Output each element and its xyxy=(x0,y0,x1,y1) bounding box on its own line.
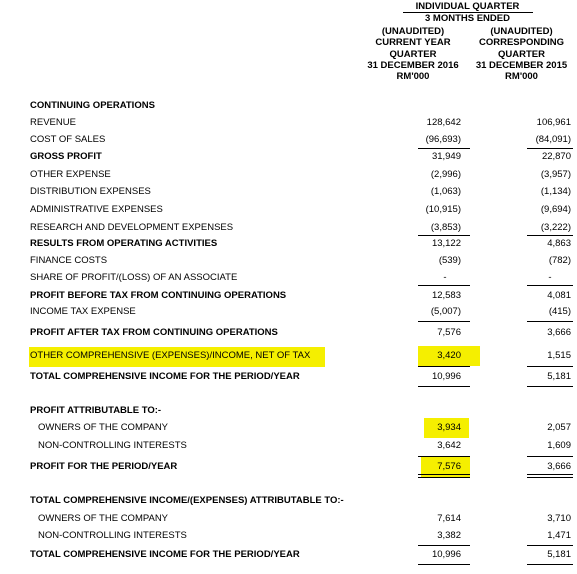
value-prior: (3,222) xyxy=(540,222,571,233)
value-prior: (782) xyxy=(548,255,571,266)
value-current: 3,382 xyxy=(437,530,461,541)
row-revenue xyxy=(0,116,577,130)
value-current: 10,996 xyxy=(431,549,461,560)
value-prior: 1,471 xyxy=(547,530,571,541)
row-label: PROFIT FOR THE PERIOD/YEAR xyxy=(30,461,178,472)
value-current: 3,642 xyxy=(437,440,461,451)
col1-line-5: RM'000 xyxy=(396,71,430,83)
value-prior: 4,863 xyxy=(547,238,571,249)
row-label: FINANCE COSTS xyxy=(30,255,108,266)
total-rule xyxy=(527,477,573,478)
value-current: 7,614 xyxy=(437,513,461,524)
value-prior: 22,870 xyxy=(541,151,571,162)
value-prior: (1,134) xyxy=(540,186,571,197)
col2-line-2: CORRESPONDING xyxy=(479,37,564,49)
row-label: CONTINUING OPERATIONS xyxy=(30,100,155,111)
row-comprehensive-attributable xyxy=(0,494,577,508)
col1-line-1: (UNAUDITED) xyxy=(381,26,445,37)
subtotal-rule xyxy=(418,148,470,149)
col1-line-3: QUARTER xyxy=(389,48,437,60)
header-subtitle: 3 MONTHS ENDED xyxy=(425,13,510,25)
row-label: TOTAL COMPREHENSIVE INCOME/(EXPENSES) ATTRIBUTABLE TO:- xyxy=(30,495,344,506)
row-label: NON-CONTROLLING INTERESTS xyxy=(38,440,187,451)
subtotal-rule xyxy=(527,366,573,367)
value-current: 10,996 xyxy=(431,371,461,382)
value-current: 7,576 xyxy=(437,461,461,472)
column-group-header xyxy=(358,1,577,25)
col1-line-4: 31 DECEMBER 2016 xyxy=(367,59,459,71)
value-current: 128,642 xyxy=(426,117,461,128)
value-current: (10,915) xyxy=(425,204,461,215)
value-prior: 1,515 xyxy=(547,350,571,361)
value-prior: 3,666 xyxy=(547,327,571,338)
value-current: 3,934 xyxy=(437,422,461,433)
row-label: TOTAL COMPREHENSIVE INCOME FOR THE PERIOD/YEAR xyxy=(30,549,300,560)
row-label: DISTRIBUTION EXPENSES xyxy=(30,186,151,197)
row-income-tax xyxy=(0,305,577,319)
subtotal-rule xyxy=(418,235,470,236)
value-prior: 106,961 xyxy=(536,117,571,128)
row-research-development xyxy=(0,221,577,235)
row-label: NON-CONTROLLING INTERESTS xyxy=(38,530,187,541)
row-label: OWNERS OF THE COMPANY xyxy=(38,513,169,524)
row-distribution-expenses xyxy=(0,185,577,199)
row-label: RESULTS FROM OPERATING ACTIVITIES xyxy=(30,238,218,249)
column-header-current xyxy=(358,26,468,82)
subtotal-rule xyxy=(527,321,573,322)
value-current: 31,949 xyxy=(431,151,461,162)
row-label: COST OF SALES xyxy=(30,134,106,145)
row-results-operating xyxy=(0,237,577,251)
row-label: PROFIT AFTER TAX FROM CONTINUING OPERATIONS xyxy=(30,327,278,338)
row-profit-after-tax xyxy=(0,326,577,340)
value-prior: 3,666 xyxy=(547,461,571,472)
value-current: (2,996) xyxy=(430,169,461,180)
subtotal-rule xyxy=(418,456,470,457)
row-continuing-operations xyxy=(0,99,577,113)
row-finance-costs xyxy=(0,254,577,268)
row-label: TOTAL COMPREHENSIVE INCOME FOR THE PERIOD/YEAR xyxy=(30,371,300,382)
subtotal-rule xyxy=(418,285,470,286)
value-prior: 5,181 xyxy=(547,371,571,382)
row-label: OWNERS OF THE COMPANY xyxy=(38,422,169,433)
value-current: (96,693) xyxy=(425,134,461,145)
value-current: 13,122 xyxy=(431,238,461,249)
value-current: 12,583 xyxy=(431,290,461,301)
value-current: 3,420 xyxy=(437,350,461,361)
row-owners-of-company xyxy=(0,421,577,435)
subtotal-rule xyxy=(527,148,573,149)
total-rule xyxy=(418,477,470,478)
row-label: PROFIT ATTRIBUTABLE TO:- xyxy=(30,405,162,416)
row-label: PROFIT BEFORE TAX FROM CONTINUING OPERATIONS xyxy=(30,290,287,301)
row-total-comprehensive xyxy=(0,370,577,384)
row-owners-of-company-2 xyxy=(0,512,577,526)
row-profit-before-tax xyxy=(0,289,577,303)
total-rule xyxy=(418,564,470,565)
row-label: INCOME TAX EXPENSE xyxy=(30,306,136,317)
row-total-comprehensive-2 xyxy=(0,548,577,562)
col2-line-1: (UNAUDITED) xyxy=(490,26,553,37)
row-label: RESEARCH AND DEVELOPMENT EXPENSES xyxy=(30,222,234,233)
col2-line-4: 31 DECEMBER 2015 xyxy=(475,59,568,71)
value-prior: 5,181 xyxy=(547,549,571,560)
header-title: INDIVIDUAL QUARTER xyxy=(403,1,533,13)
row-label: OTHER COMPREHENSIVE (EXPENSES)/INCOME, NET OF TAX xyxy=(30,350,311,361)
row-non-controlling-2 xyxy=(0,529,577,543)
col1-line-2: CURRENT YEAR xyxy=(375,37,451,49)
column-header-corresponding xyxy=(466,26,577,82)
value-current: (5,007) xyxy=(430,306,461,317)
row-profit-for-period xyxy=(0,460,577,474)
total-rule xyxy=(418,474,470,475)
value-prior: 2,057 xyxy=(547,422,571,433)
subtotal-rule xyxy=(418,321,470,322)
value-prior: (84,091) xyxy=(535,134,571,145)
value-prior: 1,609 xyxy=(547,440,571,451)
total-rule xyxy=(527,474,573,475)
row-share-associate xyxy=(0,271,577,285)
subtotal-rule xyxy=(527,545,573,546)
col2-line-3: QUARTER xyxy=(498,48,545,60)
row-label: GROSS PROFIT xyxy=(30,151,102,162)
subtotal-rule xyxy=(527,285,573,286)
value-current: (3,853) xyxy=(430,222,461,233)
value-prior: 3,710 xyxy=(547,513,571,524)
row-label: OTHER EXPENSE xyxy=(30,169,111,180)
value-current: - xyxy=(443,272,447,283)
subtotal-rule xyxy=(527,456,573,457)
row-other-comprehensive xyxy=(0,349,577,363)
total-rule xyxy=(418,386,470,387)
row-label: REVENUE xyxy=(30,117,76,128)
row-non-controlling xyxy=(0,439,577,453)
row-other-expense xyxy=(0,168,577,182)
row-administrative-expenses xyxy=(0,203,577,217)
subtotal-rule xyxy=(418,545,470,546)
total-rule xyxy=(527,386,573,387)
value-prior: (9,694) xyxy=(540,204,571,215)
total-rule xyxy=(527,564,573,565)
row-label: ADMINISTRATIVE EXPENSES xyxy=(30,204,163,215)
value-prior: - xyxy=(548,272,552,283)
row-profit-attributable xyxy=(0,404,577,418)
value-current: (1,063) xyxy=(430,186,461,197)
value-prior: (415) xyxy=(548,306,571,317)
value-prior: 4,081 xyxy=(547,290,571,301)
subtotal-rule xyxy=(527,235,573,236)
value-prior: (3,957) xyxy=(540,169,571,180)
row-gross-profit xyxy=(0,150,577,164)
subtotal-rule xyxy=(418,366,470,367)
value-current: (539) xyxy=(438,255,461,266)
col2-line-5: RM'000 xyxy=(505,71,538,83)
value-current: 7,576 xyxy=(437,327,461,338)
row-cost-of-sales xyxy=(0,133,577,147)
row-label: SHARE OF PROFIT/(LOSS) OF AN ASSOCIATE xyxy=(30,272,238,283)
